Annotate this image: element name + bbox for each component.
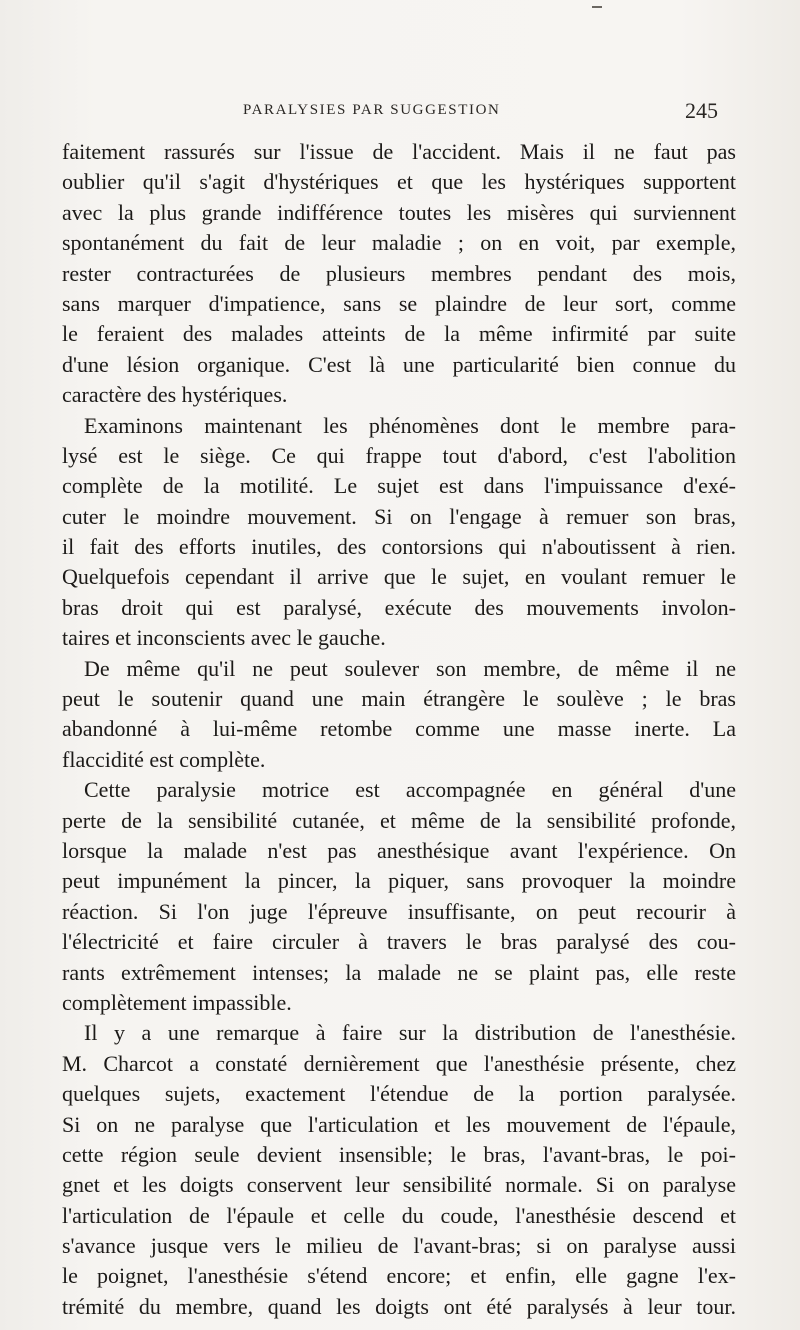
text-line: lorsque la malade n'est pas anesthésique avant l'expérience. On (62, 837, 736, 863)
page-header (0, 98, 800, 126)
text-line: réaction. Si l'on juge l'épreuve insuffisante, on peut recourir à (62, 898, 736, 924)
text-line: complète de la motilité. Le sujet est dans l'impuissance d'exé- (62, 473, 736, 499)
text-line: peut le soutenir quand une main étrangère le soulève ; le bras (62, 686, 736, 712)
text-line: flaccidité est complète. (62, 746, 266, 772)
text-line: taires et inconscients avec le gauche. (62, 625, 386, 651)
text-line: gnet et les doigts conservent leur sensibilité normale. Si on paralyse (62, 1172, 736, 1198)
text-line: lysé est le siège. Ce qui frappe tout d'abord, c'est l'abolition (62, 442, 736, 468)
text-line: Examinons maintenant les phénomènes dont le membre para- (84, 412, 736, 438)
text-line: faitement rassurés sur l'issue de l'accident. Mais il ne faut pas (62, 139, 736, 164)
text-line: caractère des hystériques. (62, 382, 288, 408)
text-line: cuter le moindre mouvement. Si on l'engage à remuer son bras, (62, 503, 736, 529)
text-line: bras droit qui est paralysé, exécute des mouvements involon- (62, 594, 736, 620)
text-line: oublier qu'il s'agit d'hystériques et que les hystériques supportent (62, 169, 736, 195)
text-line: perte de la sensibilité cutanée, et même de la sensibilité profonde, (62, 807, 736, 833)
text-line: complètement impassible. (62, 989, 292, 1015)
text-line: abandonné à lui-même retombe comme une masse inerte. La (62, 716, 736, 742)
text-line: le feraient des malades atteints de la même infirmité par suite (62, 321, 736, 347)
text-line: rants extrêmement intenses; la malade ne se plaint pas, elle reste (62, 959, 736, 985)
text-line: s'avance jusque vers le milieu de l'avant-bras; si on paralyse aussi (62, 1233, 736, 1259)
text-line: Il y a une remarque à faire sur la distribution de l'anesthésie. (84, 1020, 736, 1046)
text-line: De même qu'il ne peut soulever son membre, de même il ne (84, 655, 736, 681)
text-line: le poignet, l'anesthésie s'étend encore; et enfin, elle gagne l'ex- (62, 1263, 736, 1289)
text-line: d'une lésion organique. C'est là une particularité bien connue du (62, 351, 736, 377)
text-line: Cette paralysie motrice est accompagnée en général d'une (84, 777, 736, 803)
page-number: 245 (685, 98, 718, 123)
text-line: M. Charcot a constaté dernièrement que l'anesthésie présente, chez (62, 1050, 736, 1076)
body-text (62, 137, 736, 1322)
text-line: Quelquefois cependant il arrive que le sujet, en voulant remuer le (62, 564, 736, 590)
text-line: quelques sujets, exactement l'étendue de la portion paralysée. (62, 1081, 736, 1107)
text-line: Si on ne paralyse que l'articulation et les mouvement de l'épaule, (62, 1111, 736, 1137)
text-line: avec la plus grande indifférence toutes les misères qui surviennent (62, 199, 736, 225)
text-line: il fait des efforts inutiles, des contorsions qui n'aboutissent à rien. (62, 534, 736, 560)
text-line: rester contracturées de plusieurs membres pendant des mois, (62, 260, 736, 286)
text-line: cette région seule devient insensible; le bras, l'avant-bras, le poi- (62, 1141, 736, 1167)
text-line: l'articulation de l'épaule et celle du coude, l'anesthésie descend et (62, 1202, 736, 1228)
text-line: l'électricité et faire circuler à travers le bras paralysé des cou- (62, 929, 736, 955)
text-line: sans marquer d'impatience, sans se plaindre de leur sort, comme (62, 290, 736, 316)
print-mark (592, 6, 602, 8)
text-line: spontanément du fait de leur maladie ; on en voit, par exemple, (62, 230, 736, 256)
text-line: peut impunément la pincer, la piquer, sans provoquer la moindre (62, 868, 736, 894)
text-line: trémité du membre, quand les doigts ont été paralysés à leur tour. (62, 1293, 736, 1319)
running-title: PARALYSIES PAR SUGGESTION (243, 102, 501, 118)
